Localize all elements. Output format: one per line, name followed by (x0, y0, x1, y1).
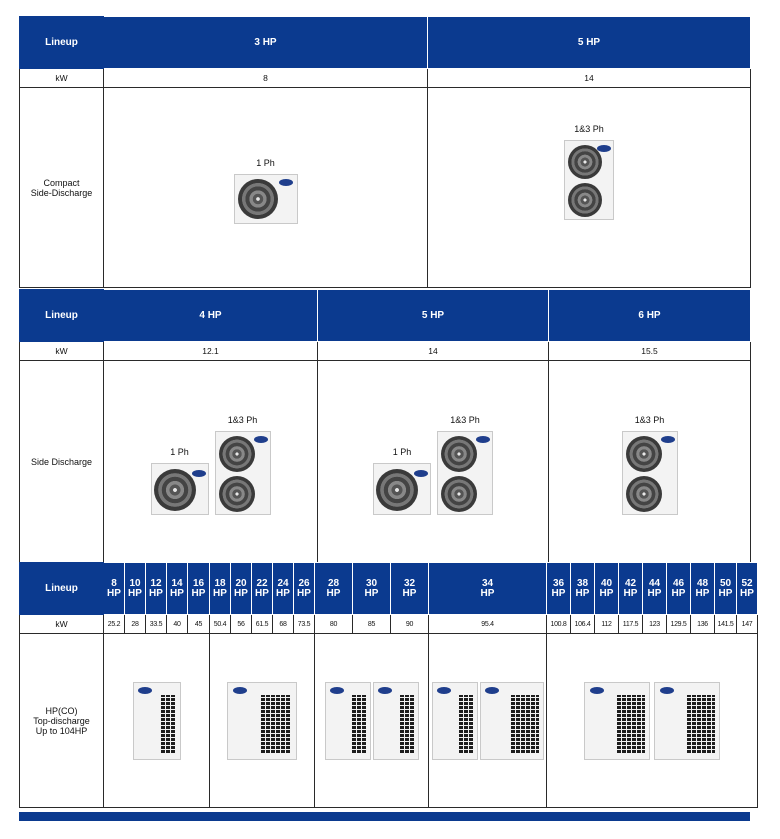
kw-value: 68 (273, 615, 294, 634)
header-3hp: 3 HP (104, 17, 428, 69)
brand-logo-icon (590, 687, 604, 694)
brand-logo-icon (279, 179, 293, 186)
outdoor-unit-image (564, 140, 614, 220)
outdoor-unit-image (622, 431, 678, 515)
fan-icon (154, 469, 196, 511)
kw-value: 136 (691, 615, 715, 634)
kw-value: 117.5 (619, 615, 643, 634)
lineup-label: Lineup (20, 290, 104, 342)
fan-icon (219, 476, 255, 512)
fan-icon (219, 436, 255, 472)
kw-value: 28 (125, 615, 146, 634)
product-cell-36-52hp (547, 634, 758, 808)
kw-value: 129.5 (667, 615, 691, 634)
outdoor-unit-image (654, 682, 720, 760)
header-hp: 16 HP (188, 563, 210, 615)
lineup-label: Lineup (20, 17, 104, 69)
outdoor-unit-image (215, 431, 271, 515)
fan-icon (238, 179, 278, 219)
outdoor-unit-image (437, 431, 493, 515)
phase-label: 1 Ph (256, 157, 275, 168)
section-side-discharge (19, 289, 750, 563)
lineup-table-top (19, 562, 758, 808)
kw-value: 61.5 (252, 615, 273, 634)
brand-logo-icon (660, 687, 674, 694)
outdoor-unit-image (373, 463, 431, 515)
kw-value: 100.8 (547, 615, 571, 634)
header-hp: 22 HP (252, 563, 273, 615)
header-hp: 14 HP (167, 563, 188, 615)
kw-value: 73.5 (294, 615, 315, 634)
header-hp: 8 HP (104, 563, 125, 615)
kw-value: 147 (737, 615, 758, 634)
header-hp: 24 HP (273, 563, 294, 615)
phase-label: 1&3 Ph (634, 414, 665, 425)
kw-value: 40 (167, 615, 188, 634)
header-4hp: 4 HP (104, 290, 318, 342)
header-hp: 52 HP (737, 563, 758, 615)
header-hp: 36 HP (547, 563, 571, 615)
kw-value: 14 (428, 69, 751, 88)
product-cell-34hp (429, 634, 547, 808)
fan-icon (568, 183, 602, 217)
kw-value: 14 (318, 342, 549, 361)
header-hp: 48 HP (691, 563, 715, 615)
brand-logo-icon (378, 687, 392, 694)
brand-logo-icon (254, 436, 268, 443)
header-hp: 40 HP (595, 563, 619, 615)
phase-label: 1&3 Ph (450, 414, 480, 425)
header-hp: 20 HP (231, 563, 252, 615)
kw-value: 80 (315, 615, 353, 634)
phase-label: 1&3 Ph (227, 414, 258, 425)
fan-icon (441, 476, 477, 512)
outdoor-unit-image (133, 682, 181, 760)
grille-icon (687, 695, 715, 753)
grille-icon (511, 695, 539, 753)
kw-value: 56 (231, 615, 252, 634)
product-cell-5hp (428, 88, 751, 288)
fan-icon (376, 469, 418, 511)
brand-logo-icon (414, 470, 428, 477)
grille-icon (161, 695, 175, 753)
kw-value: 141.5 (715, 615, 737, 634)
grille-icon (400, 695, 414, 753)
product-cell-6hp (549, 361, 751, 563)
phase-label: 1 Ph (392, 446, 412, 457)
kw-label: kW (20, 342, 104, 361)
grille-icon (617, 695, 645, 753)
header-hp: 28 HP (315, 563, 353, 615)
product-cell-4hp (104, 361, 318, 563)
header-hp: 44 HP (643, 563, 667, 615)
lineup-table-compact (19, 16, 751, 288)
header-hp: 32 HP (391, 563, 429, 615)
outdoor-unit-image (584, 682, 650, 760)
brand-logo-icon (330, 687, 344, 694)
outdoor-unit-image (373, 682, 419, 760)
grille-icon (352, 695, 366, 753)
section-compact-side-discharge (19, 16, 750, 288)
product-cell-18-26hp (210, 634, 315, 808)
brand-logo-icon (476, 436, 490, 443)
kw-value: 15.5 (549, 342, 751, 361)
kw-value: 33.5 (146, 615, 167, 634)
header-hp: 18 HP (210, 563, 231, 615)
product-cell-28-32hp (315, 634, 429, 808)
kw-value: 123 (643, 615, 667, 634)
kw-label: kW (20, 615, 104, 634)
kw-label: kW (20, 69, 104, 88)
header-5hp: 5 HP (318, 290, 549, 342)
outdoor-unit-image (151, 463, 209, 515)
product-cell-3hp (104, 88, 428, 288)
kw-value: 90 (391, 615, 429, 634)
kw-value: 8 (104, 69, 428, 88)
kw-value: 50.4 (210, 615, 231, 634)
header-hp: 10 HP (125, 563, 146, 615)
grille-icon (459, 695, 473, 753)
header-hp: 38 HP (571, 563, 595, 615)
brand-logo-icon (661, 436, 675, 443)
kw-value: 112 (595, 615, 619, 634)
fan-icon (626, 436, 662, 472)
fan-icon (626, 476, 662, 512)
kw-value: 95.4 (429, 615, 547, 634)
product-cell-5hp (318, 361, 549, 563)
header-5hp: 5 HP (428, 17, 751, 69)
brand-logo-icon (192, 470, 206, 477)
phase-label: 1&3 Ph (574, 124, 604, 134)
header-hp: 12 HP (146, 563, 167, 615)
product-cell-8-16hp (104, 634, 210, 808)
brand-logo-icon (138, 687, 152, 694)
brand-logo-icon (485, 687, 499, 694)
kw-value: 85 (353, 615, 391, 634)
outdoor-unit-image (480, 682, 544, 760)
header-hp: 50 HP (715, 563, 737, 615)
outdoor-unit-image (432, 682, 478, 760)
brand-logo-icon (437, 687, 451, 694)
grille-icon (261, 695, 291, 753)
header-6hp: 6 HP (549, 290, 751, 342)
header-hp: 34 HP (429, 563, 547, 615)
kw-value: 106.4 (571, 615, 595, 634)
header-hp: 26 HP (294, 563, 315, 615)
brand-logo-icon (233, 687, 247, 694)
kw-value: 45 (188, 615, 210, 634)
outdoor-unit-image (227, 682, 297, 760)
kw-value: 12.1 (104, 342, 318, 361)
outdoor-unit-image (234, 174, 298, 224)
header-hp: 42 HP (619, 563, 643, 615)
header-hp: 46 HP (667, 563, 691, 615)
kw-value: 25.2 (104, 615, 125, 634)
outdoor-unit-image (325, 682, 371, 760)
row-label-side: Side Discharge (20, 361, 104, 563)
footer-bar (19, 812, 750, 821)
row-label-top: HP(CO) Top-discharge Up to 104HP (20, 634, 104, 808)
lineup-table-side (19, 289, 751, 563)
row-label-compact: Compact Side-Discharge (20, 88, 104, 288)
fan-icon (441, 436, 477, 472)
brand-logo-icon (597, 145, 611, 152)
header-hp: 30 HP (353, 563, 391, 615)
lineup-label: Lineup (20, 563, 104, 615)
phase-label: 1 Ph (170, 446, 189, 457)
section-top-discharge (19, 562, 754, 808)
